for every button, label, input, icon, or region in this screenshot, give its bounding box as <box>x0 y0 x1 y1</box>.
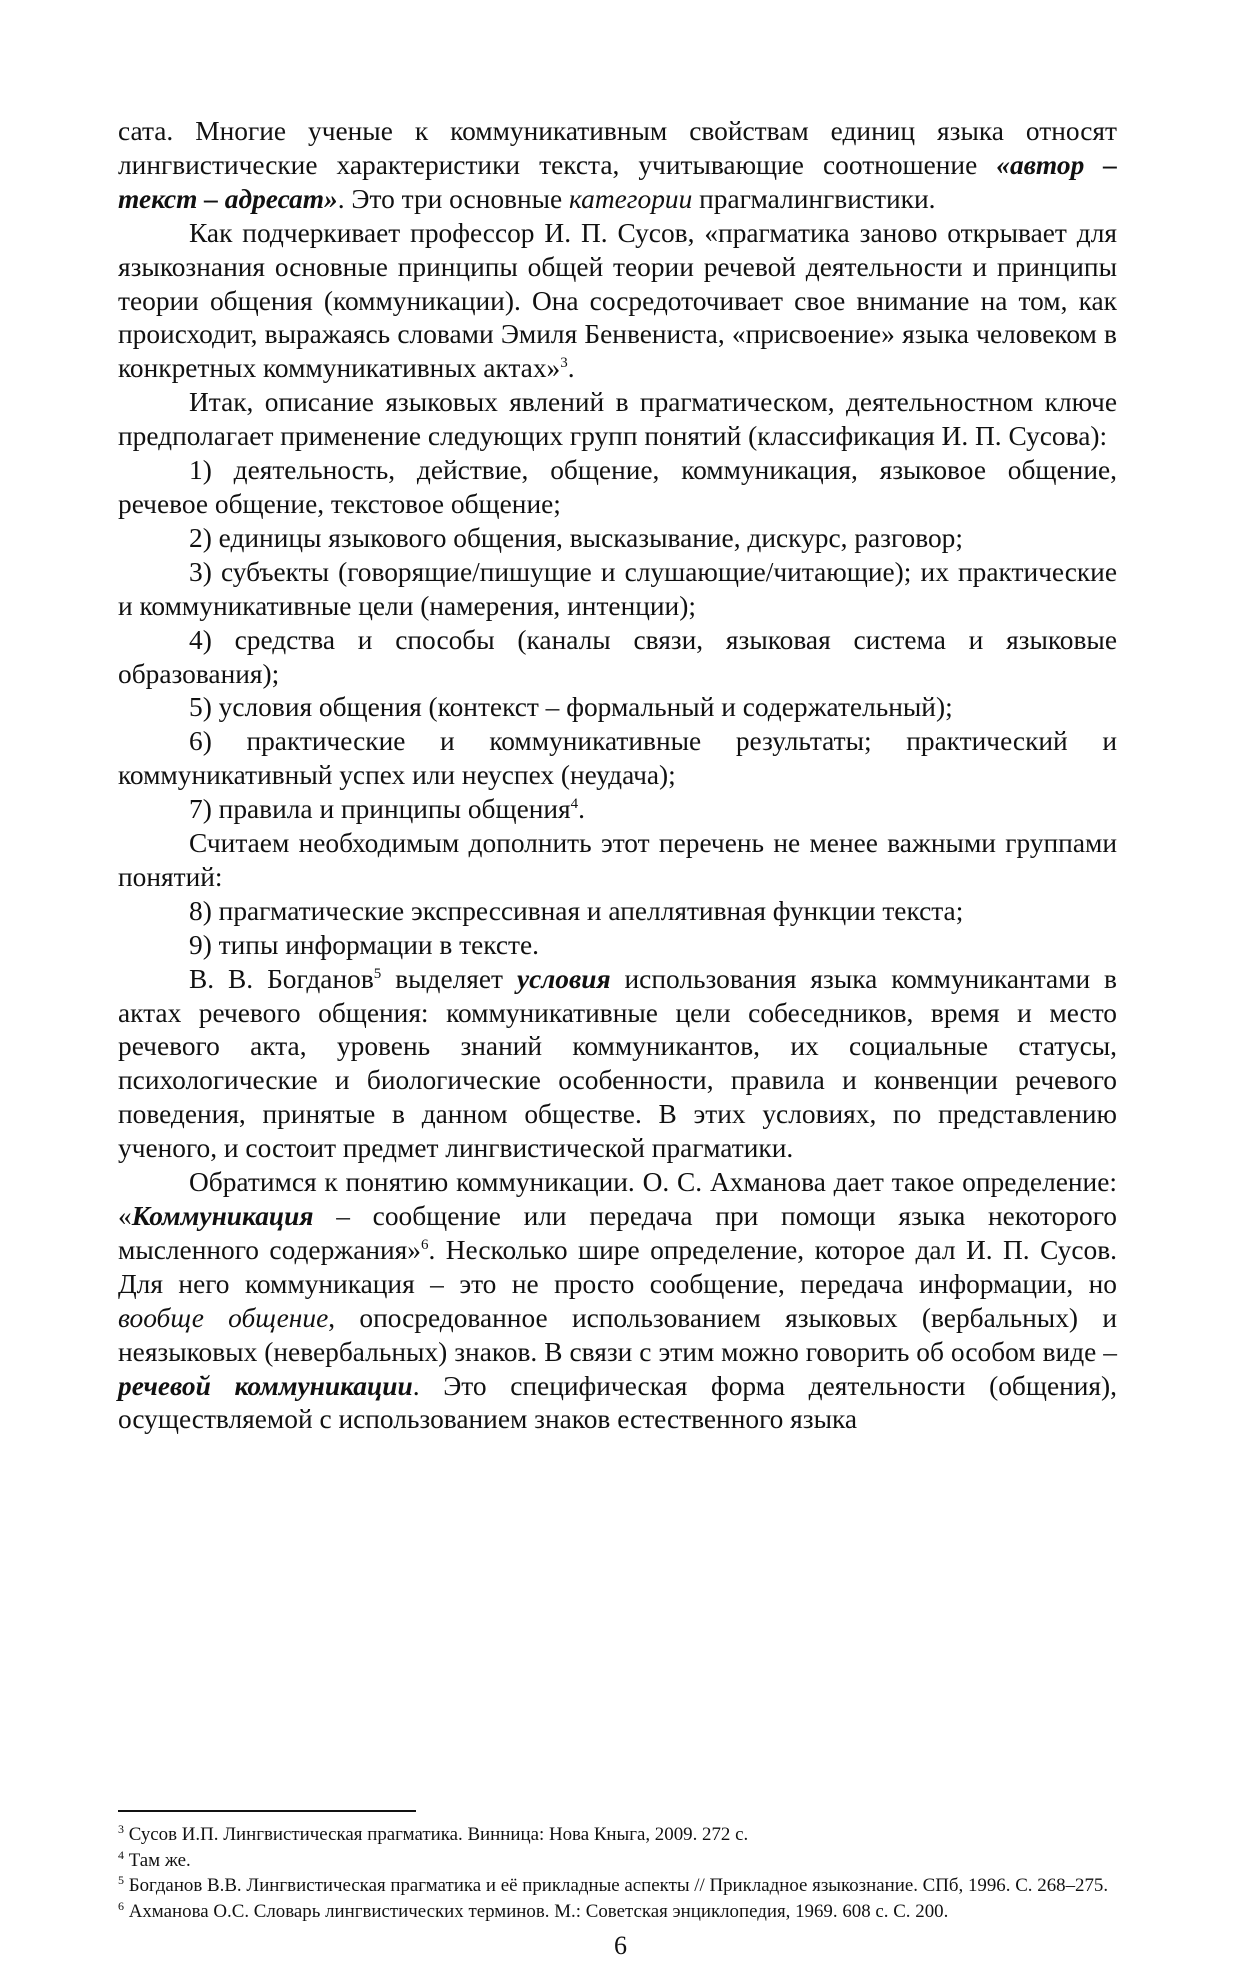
emphasis-author-text-addressee: «автор – текст – адресат» <box>118 149 1117 214</box>
list-item-4: 4) средства и способы (каналы связи, языковая система и языковые образования); <box>118 624 1117 689</box>
footnote-ref-3[interactable]: 3 <box>560 355 568 372</box>
paragraph-communication: Обратимся к понятию коммуникации. О. С. Ахманова дает такое определение: «Коммуникация – сообщение или передача при помощи языка некоторого мысленного содержания»$^6$. Несколько шире определение, которое дал И. П. Сусов. Для него коммуникация – это не просто сообщение, передача информации, но вообще общение, опосредованное использованием языковых (вербальных) и неязыковых (невербальных) знаков. В связи с этим можно говорить об особом виде – речевой коммуникации. Это специфическая форма деятельности (общения), осуществляемой с использованием знаков естественного языка <box>118 1167 1118 1435</box>
footnote-ref-4[interactable]: 4 <box>570 796 579 813</box>
list-item-9: 9) типы информации в тексте. <box>189 929 540 960</box>
emphasis-general-communication: вообще общение <box>118 1302 329 1333</box>
footnote-ref-5[interactable]: 5 <box>373 965 382 982</box>
list-item-3: 3) субъекты (говорящие/пишущие и слушающие/читающие); их практические и коммуникативные цели (намерения, интенции); <box>118 556 1117 621</box>
footnote-ref-6[interactable]: 6 <box>420 1236 429 1253</box>
paragraph-susov-quote: Как подчеркивает профессор И. П. Сусов, «прагматика заново открывает для языкознания основные принципы общей теории речевой деятельности и принципы теории общения (коммуникации). Она сосредоточивает свое внимание на том, как происходит, выражаясь словами Эмиля Бенвениста, «присвоение» языка человеком в конкретных коммуникативных актах»$^3$. <box>118 217 1117 384</box>
emphasis-categories: категории <box>569 183 693 214</box>
list-item-6: 6) практические и коммуникативные результаты; практический и коммуникативный успех или неуспех (неудача); <box>118 726 1117 791</box>
paragraph-classification-intro: Итак, описание языковых явлений в прагматическом, деятельностном ключе предполагает применение следующих групп понятий (классификация И. П. Сусова): <box>118 387 1117 452</box>
footnote-5: $^5$ Богданов В.В. Лингвистическая прагматика и её прикладные аспекты // Прикладное языкознание. СПб, 1996. С. 268–275. <box>118 1873 1109 1897</box>
emphasis-conditions: условия <box>516 963 611 994</box>
body-text <box>118 115 1117 1437</box>
list-item-2: 2) единицы языкового общения, высказывание, дискурс, разговор; <box>189 522 963 553</box>
footnote-3: $^3$ Сусов И.П. Лингвистическая прагматика. Винница: Нова Кныга, 2009. 272 с. <box>118 1822 749 1845</box>
paragraph-addition: Считаем необходимым дополнить этот перечень не менее важными группами понятий: <box>118 828 1117 892</box>
emphasis-speech-communication: речевой коммуникации <box>118 1370 413 1401</box>
footnote-6: $^6$ Ахманова О.С. Словарь лингвистических терминов. М.: Советская энциклопедия, 1969. 608 с. С. 200. <box>118 1898 949 1922</box>
emphasis-communication: Коммуникация <box>131 1201 314 1231</box>
list-item-5: 5) условия общения (контекст – формальный и содержательный); <box>189 692 953 723</box>
paragraph-continuation: сата. Многие ученые к коммуникативным свойствам единиц языка относят лингвистические характеристики текста, учитывающие соотношение «автор – текст – адресат». Это три основные категории прагмалингвистики. <box>118 116 1117 214</box>
page-number: 6 <box>614 1931 627 1960</box>
list-item-7: 7) правила и принципы общения$^4$. <box>189 794 585 825</box>
paragraph-bogdanov: В. В. Богданов$^5$ выделяет условия использования языка коммуникантами в актах речевого общения: коммуникативные цели собеседников, время и место речевого акта, уровень знаний коммуникантов, их социальные статусы, психологические и биологические особенности, правила и конвенции речевого поведения, принятые в данном обществе. В этих условиях, по представлению ученого, и состоит предмет лингвистической прагматики. <box>118 963 1117 1164</box>
list-item-8: 8) прагматические экспрессивная и апеллятивная функции текста; <box>189 895 964 926</box>
footnotes <box>118 1822 1117 1924</box>
footnote-4: $^4$ Там же. <box>118 1847 191 1871</box>
footnote-separator <box>118 1810 416 1812</box>
list-item-1: 1) деятельность, действие, общение, коммуникация, языковое общение, речевое общение, текстовое общение; <box>118 455 1117 519</box>
